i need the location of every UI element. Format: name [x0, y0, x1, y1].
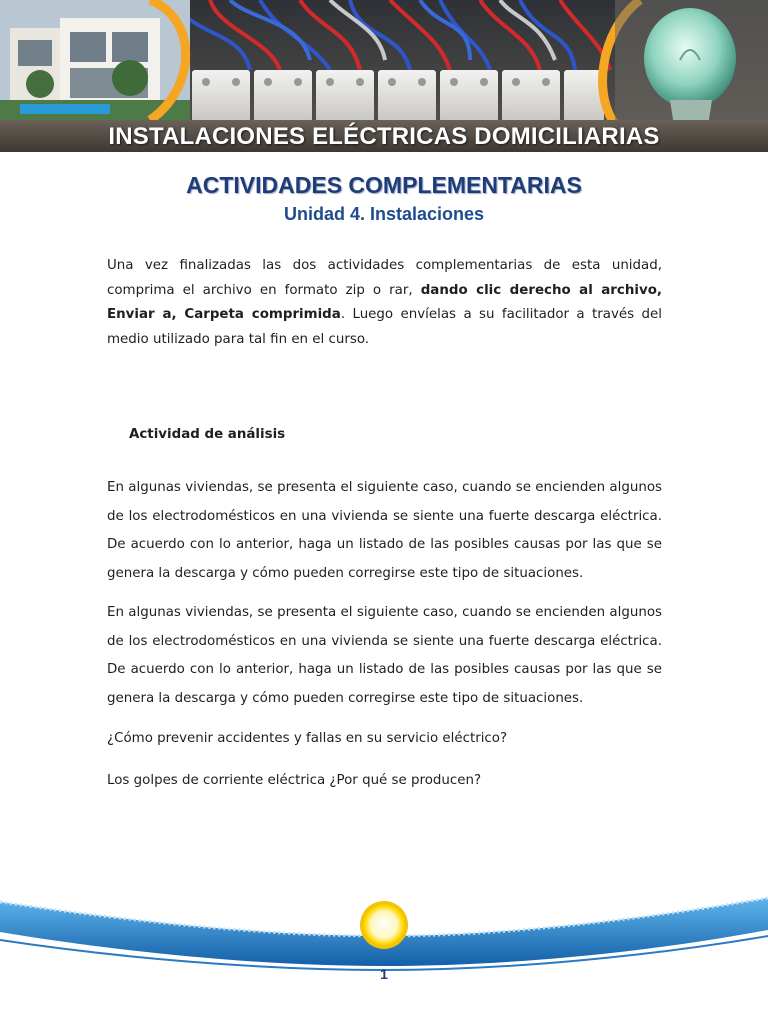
- case-paragraph-1: En algunas viviendas, se presenta el siguiente caso, cuando se encienden algunos de los electrodomésticos en una vivienda se siente una fuerte descarga eléctrica. De acuerdo con lo anterior, haga un listado de las posibles causas por las que se genera la descarga y cómo pueden corregirse este tipo de situaciones.: [107, 480, 662, 581]
- sun-icon: [360, 901, 408, 949]
- banner-title: INSTALACIONES ELÉCTRICAS DOMICILIARIAS: [108, 123, 660, 150]
- question-2: Los golpes de corriente eléctrica ¿Por qué se producen?: [107, 773, 482, 788]
- intro-text-part2: . Luego envíelas a su facilitador a través del medio utilizado para tal fin en el curso.: [107, 307, 662, 347]
- intro-paragraph: [107, 254, 662, 352]
- case-paragraph-2: En algunas viviendas, se presenta el siguiente caso, cuando se encienden algunos de los electrodomésticos en una vivienda se siente una fuerte descarga eléctrica. De acuerdo con lo anterior, haga un listado de las posibles causas por las que se genera la descarga y cómo pueden corregirse este tipo de situaciones.: [107, 605, 662, 706]
- question-1: ¿Cómo prevenir accidentes y fallas en su servicio eléctrico?: [107, 731, 508, 746]
- document-title: ACTIVIDADES COMPLEMENTARIAS: [186, 172, 582, 198]
- footer-wave: [0, 880, 768, 1024]
- header-banner: [0, 0, 768, 152]
- document-subtitle: Unidad 4. Instalaciones: [283, 204, 485, 224]
- section-heading: Actividad de análisis: [129, 427, 286, 442]
- intro-bold-instruction: dando clic derecho al archivo, Enviar a, Carpeta comprimida: [107, 282, 662, 322]
- house-photo: [0, 0, 190, 120]
- footer-wave-graphic: [0, 880, 768, 1024]
- page-number: 1: [380, 966, 388, 982]
- intro-text-part1: Una vez finalizadas las dos actividades complementarias de esta unidad, comprima el archivo en formato zip o rar,: [107, 258, 662, 298]
